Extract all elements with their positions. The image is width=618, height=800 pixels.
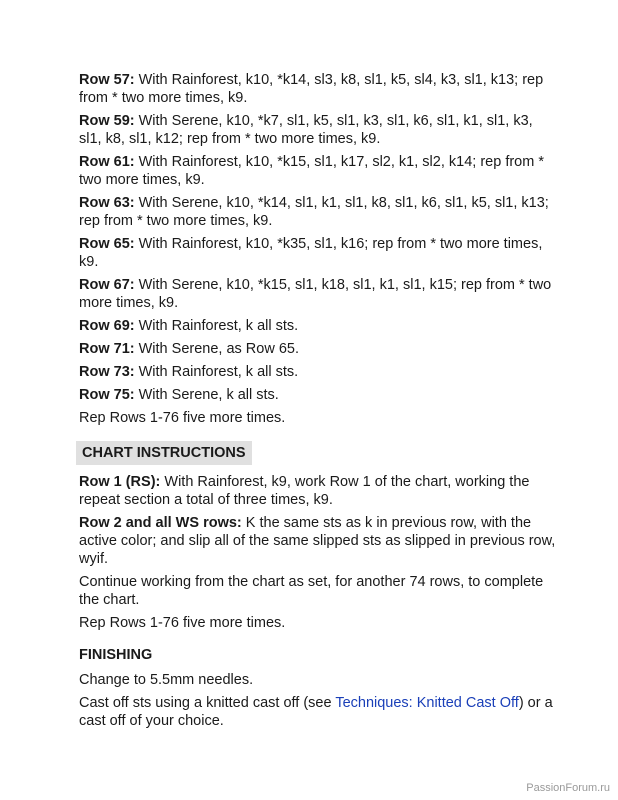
row-label: Row 2 and all WS rows: xyxy=(79,515,242,531)
knitted-cast-off-link[interactable]: Techniques: Knitted Cast Off xyxy=(335,695,519,711)
row-label: Row 71: xyxy=(79,341,135,357)
row-text: With Rainforest, k all sts. xyxy=(134,364,299,380)
row-text: With Serene, k all sts. xyxy=(134,387,279,403)
continue-text: Continue working from the chart as set, for another 74 rows, to complete the chart. xyxy=(79,574,544,608)
row-text: K the same sts as k in previous row, with the active color; and slip all of the same slipped sts as slipped in previous row, wyif. xyxy=(79,515,556,567)
row-71 xyxy=(79,340,559,358)
row-65 xyxy=(79,235,559,271)
watermark: PassionForum.ru xyxy=(526,782,610,794)
row-label: Row 61: xyxy=(79,154,135,170)
chart-instructions-heading: CHART INSTRUCTIONS xyxy=(76,441,252,465)
row-text: With Rainforest, k10, *k14, sl3, k8, sl1, k5, sl4, k3, sl1, k13; rep from * two more times, k9. xyxy=(79,72,544,106)
row-text: With Rainforest, k10, *k15, sl1, k17, sl2, k1, sl2, k14; rep from * two more times, k9. xyxy=(79,154,544,188)
finishing-heading: FINISHING xyxy=(79,647,153,663)
cast-off-text-before: Cast off sts using a knitted cast off (see xyxy=(79,695,336,711)
finishing-section xyxy=(79,646,559,730)
chart-instructions-section xyxy=(79,441,559,632)
row-63 xyxy=(79,194,559,230)
row-text: With Rainforest, k all sts. xyxy=(134,318,299,334)
row-57 xyxy=(79,71,559,107)
row-59 xyxy=(79,112,559,148)
row-text: With Rainforest, k9, work Row 1 of the chart, working the repeat section a total of three times, k9. xyxy=(79,474,530,508)
row-73 xyxy=(79,363,559,381)
row-label: Row 1 (RS): xyxy=(79,474,161,490)
row-69 xyxy=(79,317,559,335)
rep-rows-text: Rep Rows 1-76 five more times. xyxy=(79,615,286,631)
row-label: Row 63: xyxy=(79,195,135,211)
row-61 xyxy=(79,153,559,189)
row-text: With Serene, k10, *k15, sl1, k18, sl1, k1, sl1, k15; rep from * two more times, k9. xyxy=(79,277,552,311)
cast-off-text xyxy=(79,694,559,730)
row-label: Row 57: xyxy=(79,72,135,88)
row-label: Row 75: xyxy=(79,387,135,403)
row-label: Row 73: xyxy=(79,364,135,380)
row-text: With Rainforest, k10, *k35, sl1, k16; rep from * two more times, k9. xyxy=(79,236,543,270)
row-67 xyxy=(79,276,559,312)
row-text: With Serene, k10, *k7, sl1, k5, sl1, k3, sl1, k6, sl1, k1, sl1, k3, sl1, k8, sl1, k12; rep from * two more times, k9. xyxy=(79,113,533,147)
row-75 xyxy=(79,386,559,404)
row-label: Row 59: xyxy=(79,113,135,129)
document-body xyxy=(79,71,559,735)
row-label: Row 69: xyxy=(79,318,135,334)
needles-text: Change to 5.5mm needles. xyxy=(79,672,254,688)
row-label: Row 65: xyxy=(79,236,135,252)
rep-rows-text: Rep Rows 1-76 five more times. xyxy=(79,410,286,426)
cast-off-text-after: ) or a cast off of your choice. xyxy=(79,695,553,729)
chart-row-1 xyxy=(79,473,559,509)
row-text: With Serene, as Row 65. xyxy=(134,341,300,357)
row-text: With Serene, k10, *k14, sl1, k1, sl1, k8, sl1, k6, sl1, k5, sl1, k13; rep from * two more times, k9. xyxy=(79,195,549,229)
chart-row-2-ws xyxy=(79,514,559,568)
row-instructions xyxy=(79,71,559,427)
row-label: Row 67: xyxy=(79,277,135,293)
